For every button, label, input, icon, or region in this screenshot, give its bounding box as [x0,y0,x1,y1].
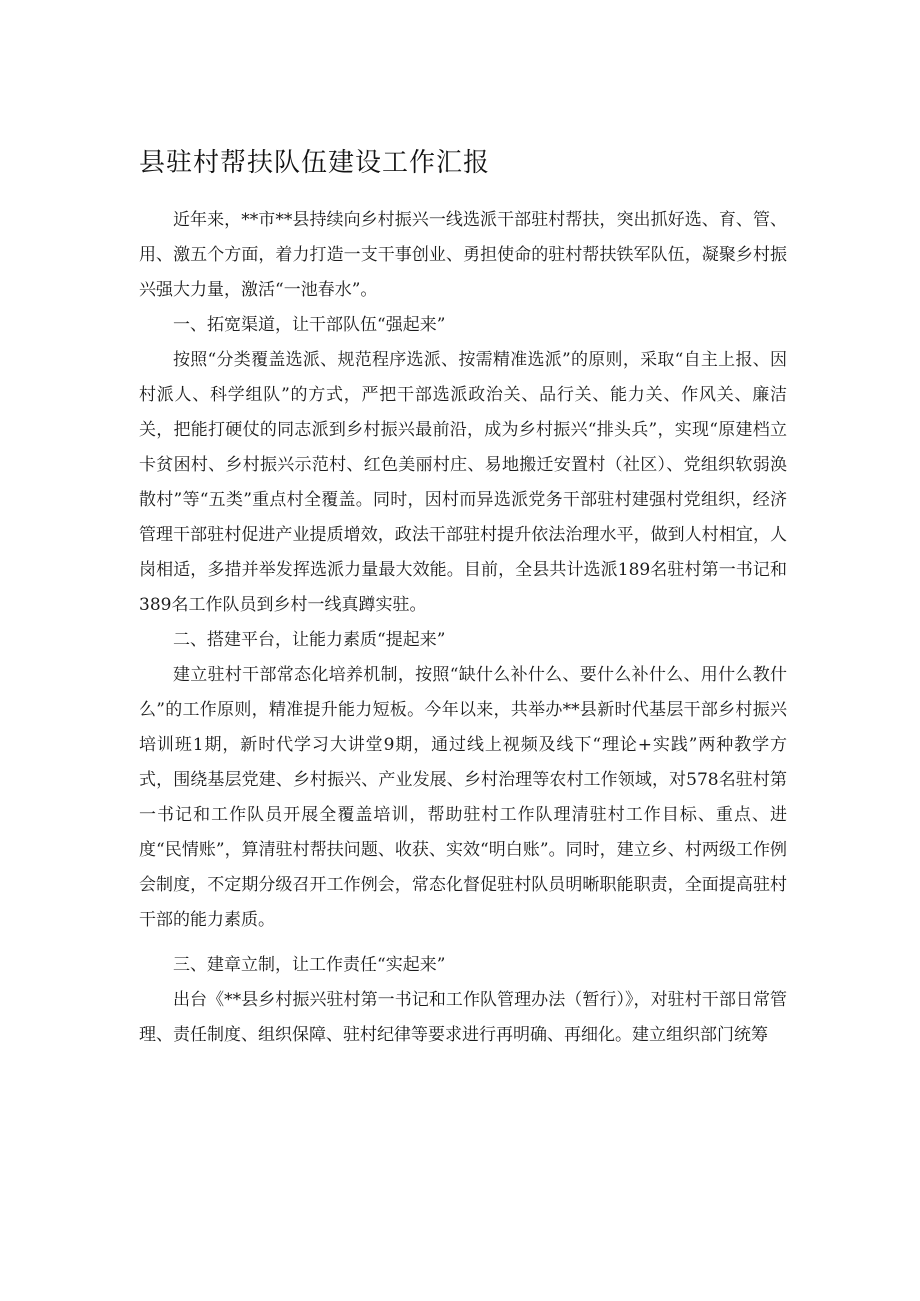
document-body [139,203,787,1053]
document-title: 县驻村帮扶队伍建设工作汇报 [139,148,491,178]
section-heading-1: 一、拓宽渠道，让干部队伍“强起来” [173,315,446,335]
section-heading-2: 二、搭建平台，让能力素质“提起来” [173,630,446,650]
section-2-paragraph: 建立驻村干部常态化培养机制，按照“缺什么补什么、要什么补什么、用什么教什么”的工作原则，精准提升能力短板。今年以来，共举办**县新时代基层干部乡村振兴培训班1期，新时代学习大讲堂9期，通过线上视频及线下“理论+实践”两种教学方式，围绕基层党建、乡村振兴、产业发展、乡村治理等农村工作领域，对578名驻村第一书记和工作队员开展全覆盖培训，帮助驻村工作队理清驻村工作目标、重点、进度“民情账”，算清驻村帮扶问题、收获、实效“明白账”。同时，建立乡、村两级工作例会制度，不定期分级召开工作例会，常态化督促驻村队员明晰职能职责，全面提高驻村干部的能力素质。 [139,665,787,930]
section-heading-3: 三、建章立制，让工作责任“实起来” [173,955,446,975]
intro-paragraph: 近年来，**市**县持续向乡村振兴一线选派干部驻村帮扶，突出抓好选、育、管、用、激五个方面，着力打造一支干事创业、勇担使命的驻村帮扶铁军队伍，凝聚乡村振兴强大力量，激活“一池春水”。 [139,210,787,300]
section-1-paragraph: 按照“分类覆盖选派、规范程序选派、按需精准选派”的原则，采取“自主上报、因村派人、科学组队”的方式，严把干部选派政治关、品行关、能力关、作风关、廉洁关，把能打硬仗的同志派到乡村振兴最前沿，成为乡村振兴“排头兵”，实现“原建档立卡贫困村、乡村振兴示范村、红色美丽村庄、易地搬迁安置村（社区）、党组织软弱涣散村”等“五类”重点村全覆盖。同时，因村而异选派党务干部驻村建强村党组织，经济管理干部驻村促进产业提质增效，政法干部驻村提升依法治理水平，做到人村相宜，人岗相适，多措并举发挥选派力量最大效能。目前，全县共计选派189名驻村第一书记和389名工作队员到乡村一线真蹲实驻。 [139,350,787,615]
section-3-paragraph: 出台《**县乡村振兴驻村第一书记和工作队管理办法（暂行）》，对驻村干部日常管理、责任制度、组织保障、驻村纪律等要求进行再明确、再细化。建立组织部门统筹 [139,990,787,1045]
